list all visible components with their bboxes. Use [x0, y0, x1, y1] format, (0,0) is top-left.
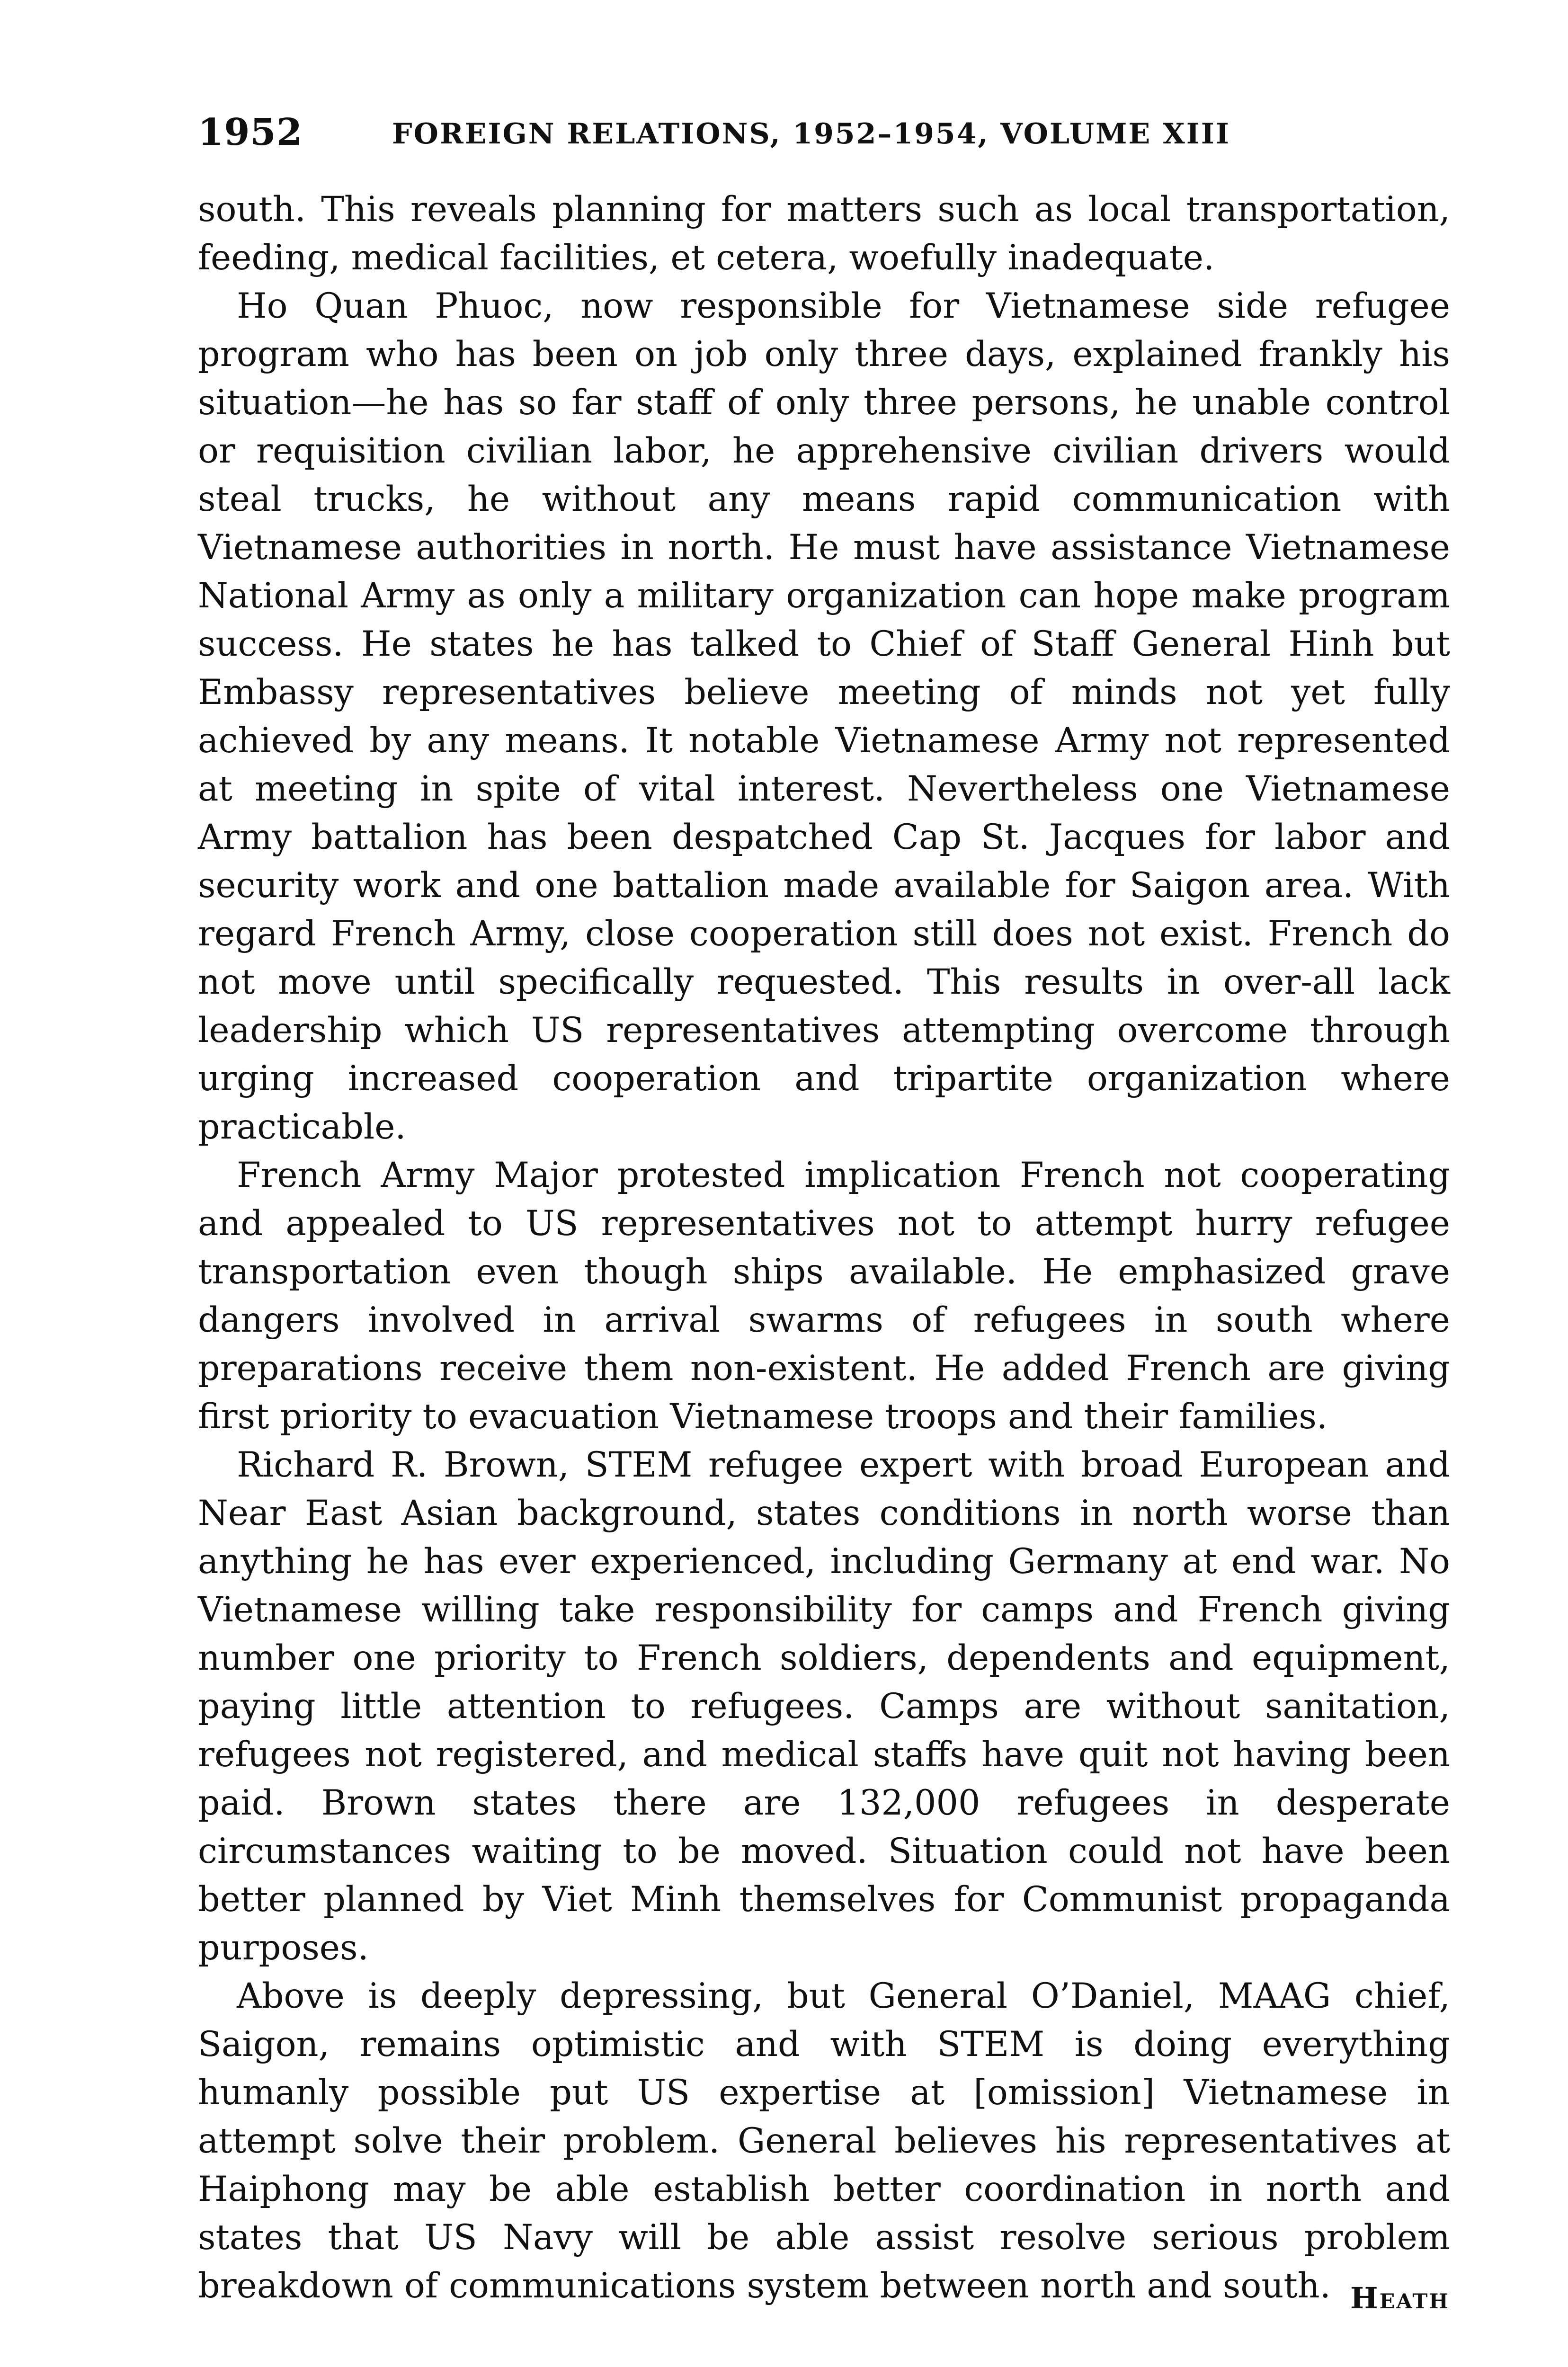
- paragraph-french-army-major: French Army Major protested implication French not cooperating and appealed to US representatives not to attempt hurry refugee transportation even though ships available. He emphasized grave dangers involved in arrival swarms of refugees in south where preparations receive them non-existent. He added French are giving first priority to evacuation Vietnamese troops and their families.: [198, 1155, 1450, 1437]
- body-text: [198, 186, 1450, 2310]
- page-number: 1952: [198, 111, 303, 154]
- running-head: [198, 107, 1448, 159]
- paragraph-richard-brown: Richard R. Brown, STEM refugee expert with broad European and Near East Asian background, states conditions in north worse than anything he has ever experienced, including Germany at end war. No Vietnamese willing take responsibility for camps and French giving number one priority to French soldiers, dependents and equipment, paying little attention to refugees. Camps are without sanitation, refugees not registered, and medical staffs have quit not having been paid. Brown states there are 132,000 refugees in desperate circumstances waiting to be moved. Situation could not have been better planned by Viet Minh themselves for Communist propaganda purposes.: [198, 1445, 1450, 1968]
- paragraph-ho-quan-phuoc: Ho Quan Phuoc, now responsible for Vietnamese side refugee program who has been on job only three days, explained frankly his situation—he has so far staff of only three persons, he unable control or requisition civilian labor, he apprehensive civilian drivers would steal trucks, he without any means rapid communication with Vietnamese authorities in north. He must have assistance Vietnamese National Army as only a military organization can hope make program success. He states he has talked to Chief of Staff General Hinh but Embassy representatives believe meeting of minds not yet fully achieved by any means. It notable Vietnamese Army not represented at meeting in spite of vital interest. Nevertheless one Vietnamese Army battalion has been despatched Cap St. Jacques for labor and security work and one battalion made available for Saigon area. With regard French Army, close cooperation still does not exist. French do not move until specifically requested. This results in over-all lack leadership which US representatives attempting overcome through urging increased cooperation and tripartite organization where practicable.: [198, 286, 1450, 1147]
- paragraph-continuation: south. This reveals planning for matters such as local transportation, feeding, medical facilities, et cetera, woefully inadequate.: [198, 189, 1450, 278]
- signature: Heath: [1350, 2281, 1450, 2315]
- running-title: FOREIGN RELATIONS, 1952–1954, VOLUME XIII: [392, 117, 1230, 151]
- paragraph-general-odaniel: Above is deeply depressing, but General O’Daniel, MAAG chief, Saigon, remains optimistic and with STEM is doing everything humanly possible put US expertise at [omission] Vietnamese in attempt solve their problem. General believes his representatives at Haiphong may be able establish better coordination in north and states that US Navy will be able assist resolve serious problem breakdown of communications system between north and south.: [198, 1976, 1450, 2306]
